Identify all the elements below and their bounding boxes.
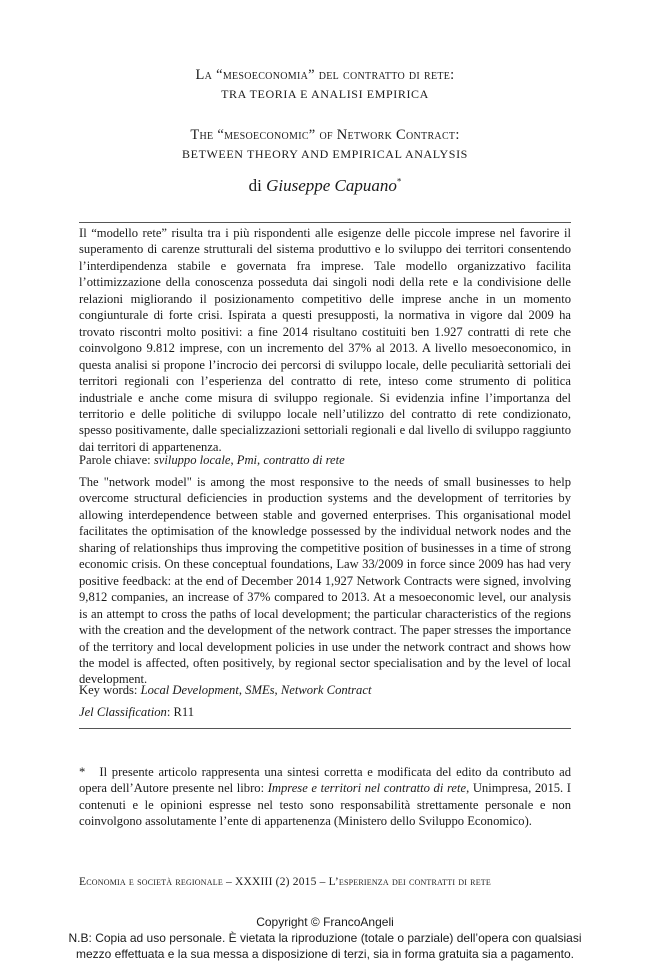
- keyword-italian-3: contratto di rete: [263, 453, 345, 467]
- footnote-book-title: Imprese e territori nel contratto di rete: [267, 781, 467, 796]
- title-english-line1: The “mesoeconomic” of Network Contract:: [190, 127, 460, 143]
- journal-footer: Economia e società regionale – XXXIII (2) 2015 – L’esperienza dei contratti di rete: [79, 876, 491, 888]
- footnote-text: * Il presente articolo rappresenta una sintesi corretta e modificata del edito da contributo ad opera dell’Autore presente nel libro: Imprese e territori nel contratto di rete, Unimpresa, 2015. I contenuti e le opinioni espresse nel testo sono responsabilità strettamente personale e non coinvolgono assolutamente l’ente di appartenenza (Ministero dello Sviluppo Economico).: [79, 765, 571, 829]
- abstract-italian-text: Il “modello rete” risulta tra i più rispondenti alle esigenze delle piccole imprese nel favorire il superamento di carenze strutturali del sistema produttivo e lo sviluppo dei territori consentendo l’interdipendenza stabile e governata fra imprese. Tale modello organizzativo facilita l’ottimizzazione della conoscenza posseduta dai singoli nodi della rete e la condivisione delle relazioni migliorando il posizionamento competitivo delle imprese anche in un momento congiunturale di forte crisi. Ispirata a questi presupposti, la normativa in vigore dal 2009 ha trovato riscontri molto positivi: a fine 2014 risultano costituiti ben 1.927 contratti di rete che coinvolgono 9.812 imprese, con un incremento del 37% al 2013. A livello mesoeconomico, in questa analisi si propone l’incrocio dei percorsi di sviluppo locale, delle peculiarità settoriali dei territori regionali con l’esperienza del contratto di rete, inteso come strumento di politica industriale e anche come misura di sviluppo regionale. Si evidenzia infine l’importanza del territorio e delle politiche di sviluppo locale nell’utilizzo del contratto di rete condizionato, spesso positivamente, dalle specializzazioni settoriali regionali e dal livello di sviluppo raggiunto dai territori di appartenenza.: [79, 226, 571, 454]
- jel-value: R11: [173, 705, 194, 719]
- title-block: [0, 66, 650, 164]
- keywords-italian: Parole chiave: sviluppo locale, Pmi, contratto di rete: [79, 453, 345, 467]
- copyright-line1: Copyright © FrancoAngeli: [256, 915, 394, 929]
- author-name: Giuseppe Capuano: [266, 176, 397, 195]
- abstract-english-text: The "network model" is among the most responsive to the needs of small businesses to help overcome structural deficiencies in production systems and the development of territories by allowing interdependence between stable and governed enterprises. This organisational model facilitates the optimisation of the knowledge possessed by the individual network nodes and the sharing of relationships thus improving the competitive position of businesses in a time of strong economic crisis. On these conceptual foundations, Law 33/2009 in force since 2009 has had very positive feedback: at the end of December 2014 1,927 Network Contracts were signed, involving 9,812 companies, an increase of 37% compared to 2013. At a mesoeconomic level, our analysis is an attempt to cross the paths of local development; the particular characteristics of the regions with the creation and the development of the network contract. The paper stresses the importance of the territory and local development policies in use under the network contract and shows how the model is affected, often positively, by regional sector specialisation and by the level of local development.: [79, 475, 571, 687]
- abstract-english: [79, 474, 571, 688]
- copyright-notice: [0, 914, 650, 962]
- footnote-marker: *: [79, 765, 86, 779]
- abstract-bottom-rule: [79, 728, 571, 729]
- title-italian-line1: La “mesoeconomia” del contratto di rete:: [195, 67, 455, 83]
- author-line: [0, 176, 650, 196]
- keywords-english: Key words: Local Development, SMEs, Network Contract: [79, 683, 372, 697]
- keyword-italian-2: Pmi: [236, 453, 258, 467]
- title-english-line2: BETWEEN THEORY AND EMPIRICAL ANALYSIS: [182, 147, 468, 161]
- keywords-english-label: Key words:: [79, 683, 138, 697]
- keyword-english-3: Network Contract: [280, 683, 372, 697]
- footnote: [79, 764, 571, 830]
- author-prefix: di: [248, 176, 262, 195]
- abstract-italian: [79, 225, 571, 455]
- title-italian-line2: TRA TEORIA E ANALISI EMPIRICA: [221, 87, 429, 101]
- keyword-english-2: SMEs: [245, 683, 275, 697]
- keyword-english-1: Local Development: [140, 683, 239, 697]
- jel-classification: Jel Classification: R11: [79, 705, 194, 719]
- keywords-italian-label: Parole chiave:: [79, 453, 151, 467]
- copyright-line3: mezzo effettuata e la sua messa a disposizione di terzi, sia in forma gratuita sia a pagamento.: [75, 947, 575, 961]
- jel-label: Jel Classification: [79, 705, 167, 719]
- abstract-top-rule: [79, 222, 571, 223]
- author-footnote-marker: *: [396, 176, 402, 187]
- copyright-line2: N.B: Copia ad uso personale. È vietata la riproduzione (totale o parziale) dell’opera con qualsiasi: [68, 931, 582, 945]
- keyword-italian-1: sviluppo locale: [153, 453, 231, 467]
